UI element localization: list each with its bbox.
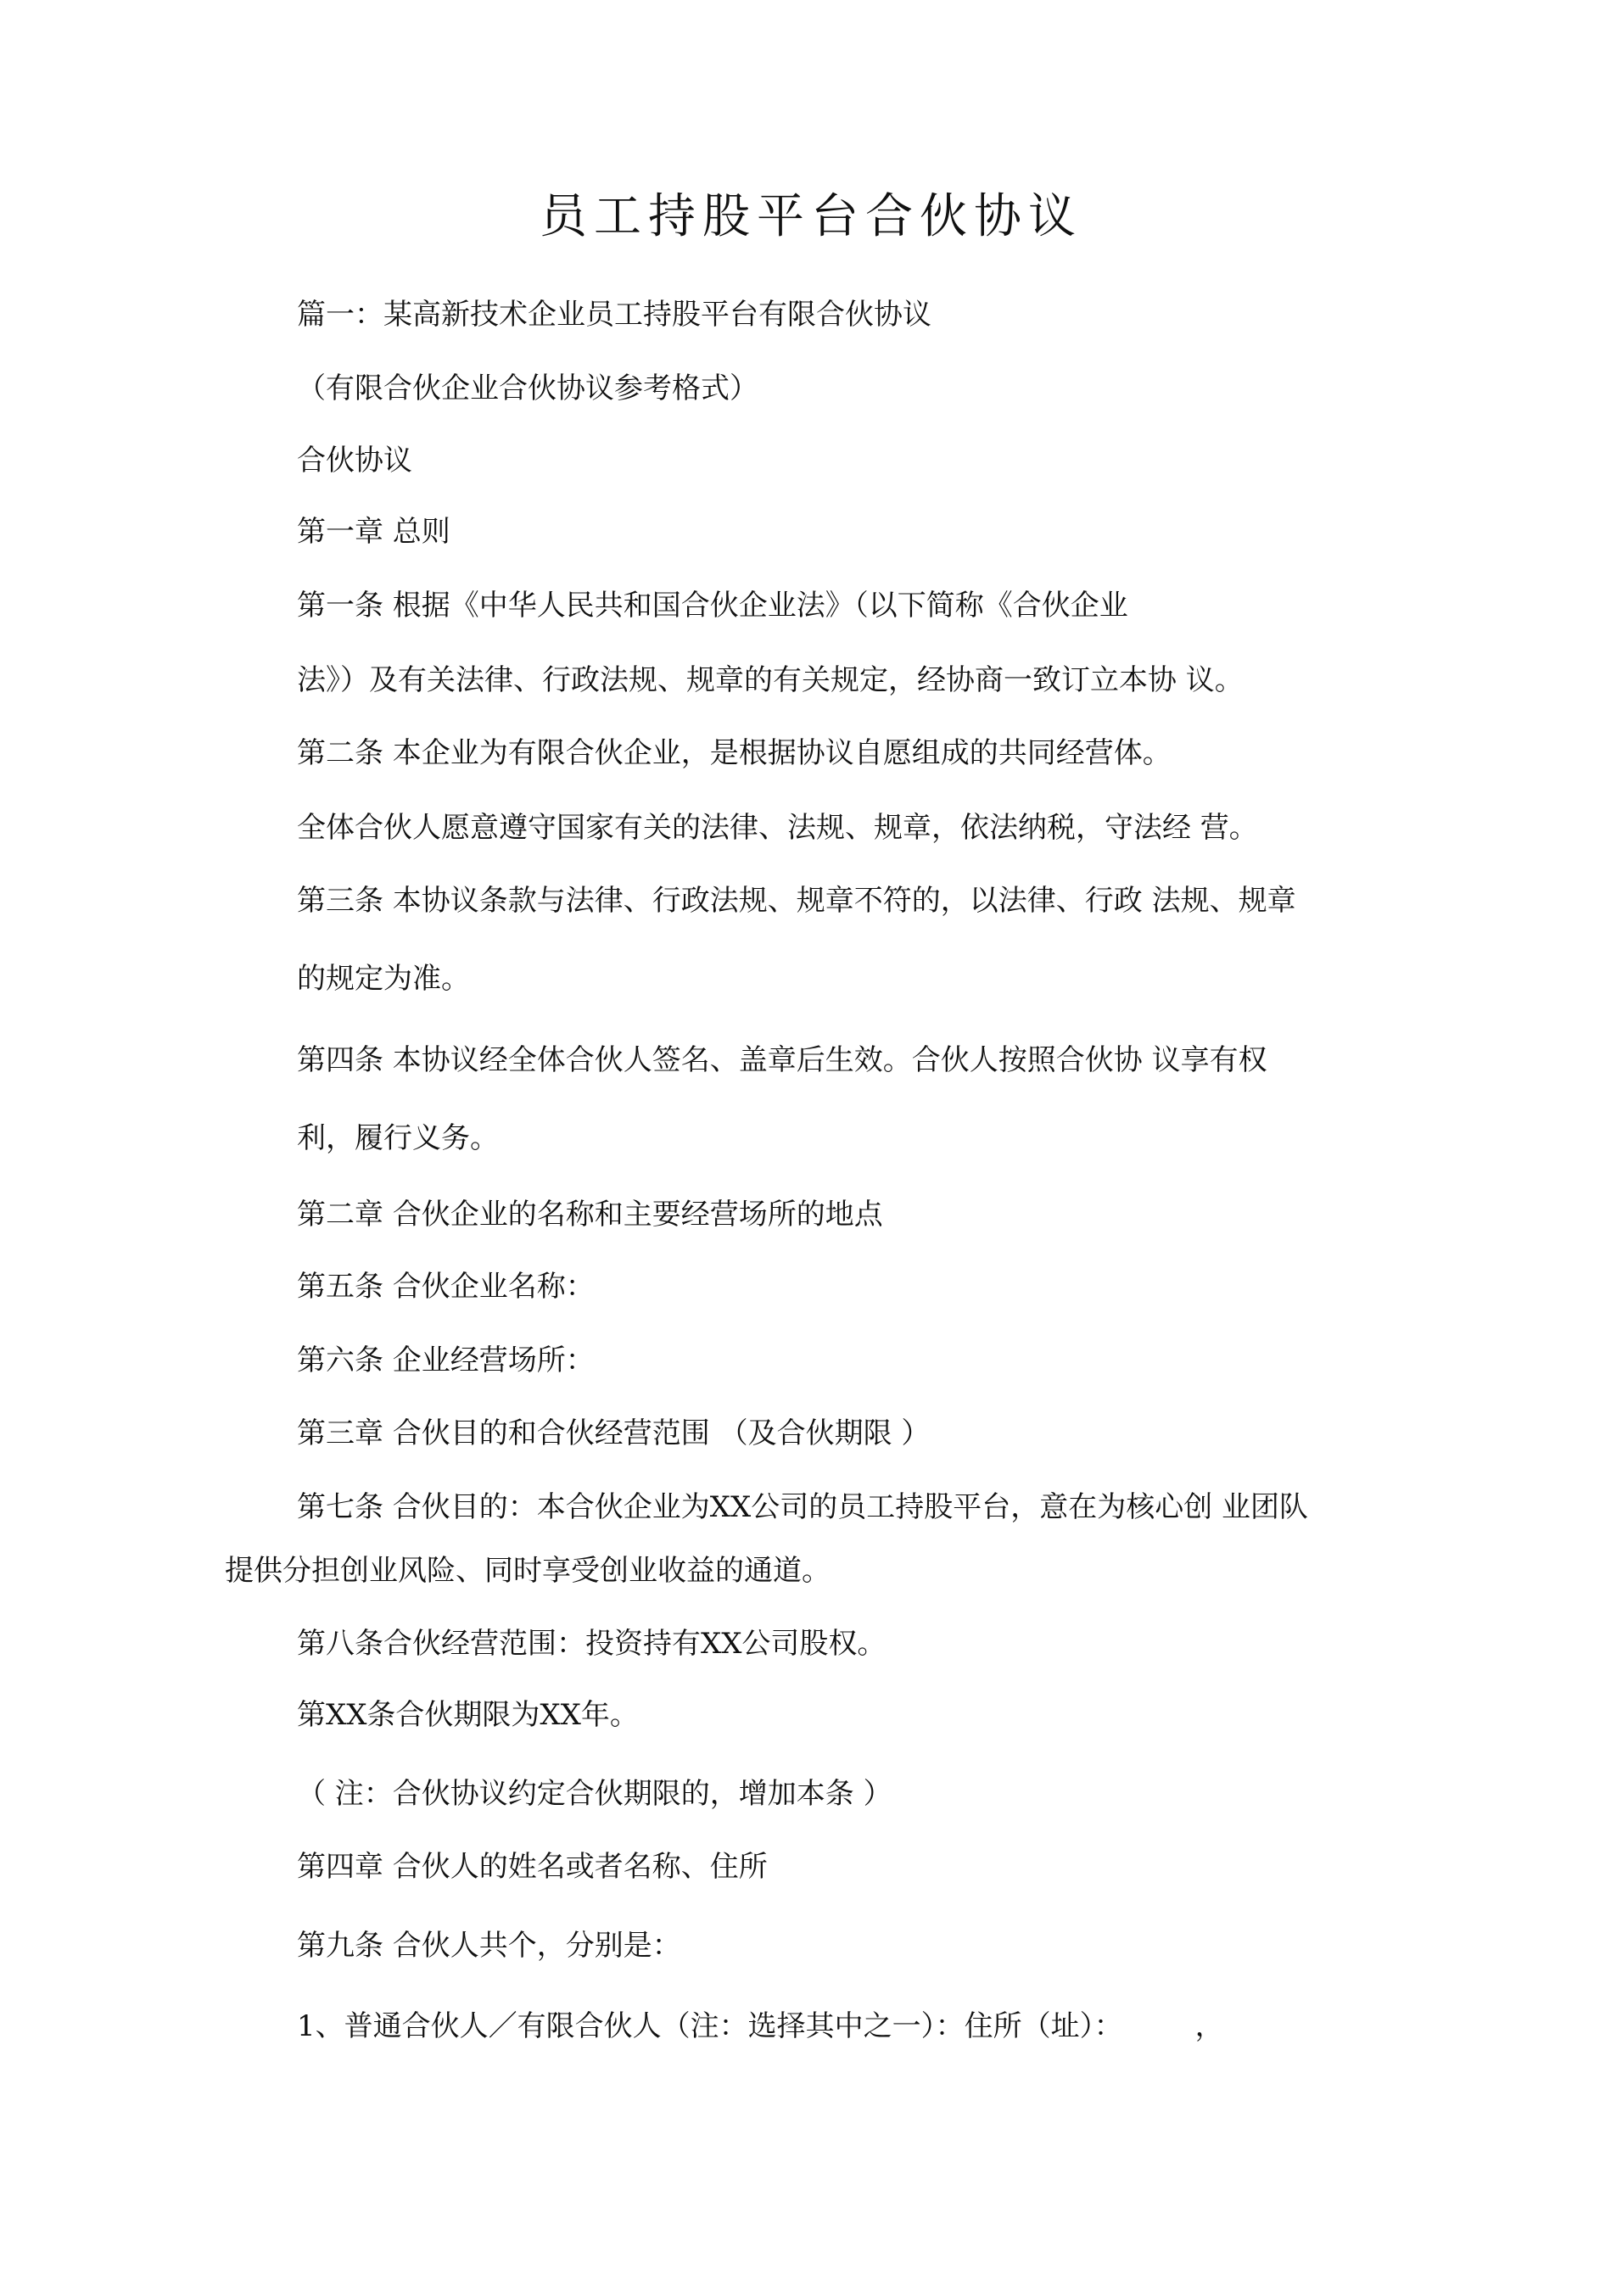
paragraph-line: 第三条 本协议条款与法律、行政法规、规章不符的，以法律、行政 法规、规章 <box>297 884 1296 918</box>
chapter-heading: 第三章 合伙目的和合伙经营范围 （及合伙期限 ） <box>297 1416 931 1450</box>
document-title: 员工持股平台合伙协议 <box>540 189 1082 244</box>
paragraph-line: 1、普通合伙人／有限合伙人（注：选择其中之一）：住所（址）： ， <box>297 2009 1224 2043</box>
paragraph-line: 的规定为准。 <box>297 962 470 996</box>
paragraph-line: 第四条 本协议经全体合伙人签名、盖章后生效。合伙人按照合伙协 议享有权 <box>297 1043 1267 1077</box>
paragraph-line: 第七条 合伙目的：本合伙企业为XX公司的员工持股平台，意在为核心创 业团队 <box>297 1490 1309 1524</box>
paragraph-line: 第一条 根据《中华人民共和国合伙企业法》（以下简称《合伙企业 <box>297 589 1128 623</box>
chapter-heading: 第一章 总则 <box>297 515 450 549</box>
paragraph-line: 第XX条合伙期限为XX年。 <box>297 1698 639 1732</box>
paragraph-line: 第二条 本企业为有限合伙企业，是根据协议自愿组成的共同经营体。 <box>297 736 1172 770</box>
paragraph-line: 利，履行义务。 <box>297 1121 499 1155</box>
paragraph-line: 全体合伙人愿意遵守国家有关的法律、法规、规章，依法纳税，守法经 营。 <box>297 811 1258 845</box>
paragraph-line: 第五条 合伙企业名称： <box>297 1270 595 1304</box>
paragraph-line: 篇一：某高新技术企业员工持股平台有限合伙协议 <box>297 298 931 332</box>
chapter-heading: 第二章 合伙企业的名称和主要经营场所的地点 <box>297 1198 883 1232</box>
paragraph-line: 提供分担创业风险、同时享受创业收益的通道。 <box>225 1554 831 1588</box>
chapter-heading: 第四章 合伙人的姓名或者名称、住所 <box>297 1850 768 1884</box>
paragraph-line: 合伙协议 <box>297 444 412 478</box>
paragraph-line: 第八条合伙经营范围：投资持有XX公司股权。 <box>297 1627 887 1661</box>
paragraph-line: 第六条 企业经营场所： <box>297 1344 595 1377</box>
paragraph-line: （有限合伙企业合伙协议参考格式） <box>297 371 758 405</box>
paragraph-line: 第九条 合伙人共个，分别是： <box>297 1929 681 1963</box>
paragraph-line: （ 注：合伙协议约定合伙期限的，增加本条 ） <box>297 1777 892 1811</box>
paragraph-line: 法》）及有关法律、行政法规、规章的有关规定，经协商一致订立本协 议。 <box>297 663 1244 697</box>
